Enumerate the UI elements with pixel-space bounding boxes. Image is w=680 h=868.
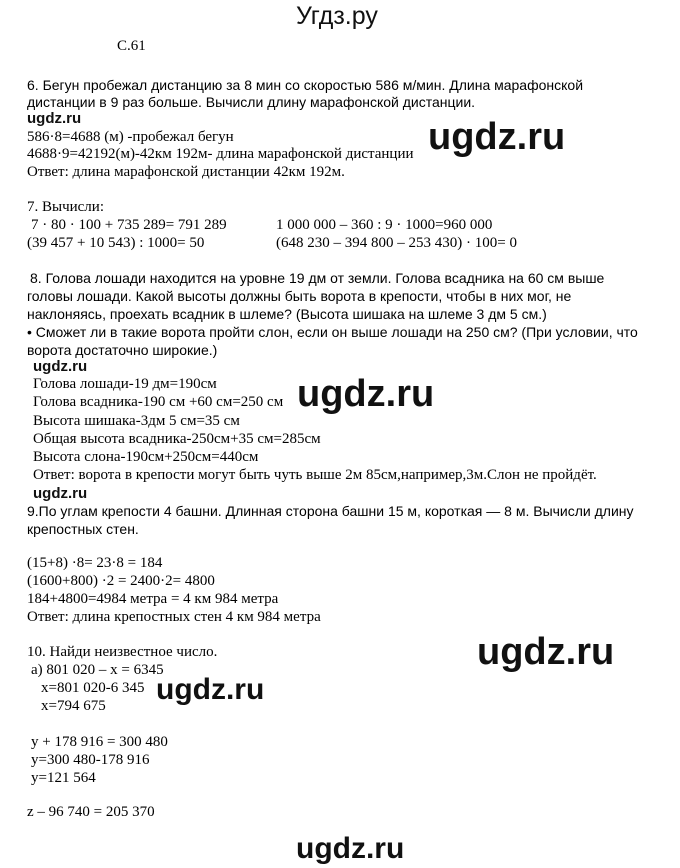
task8-solution-line4: Общая высота всадника-250см+35 см=285см [33,431,321,447]
task9-line2: крепостных стен. [27,521,139,537]
task10-title: 10. Найди неизвестное число. [27,644,218,660]
watermark: ugdz.ru [27,110,82,127]
watermark: ugdz.ru [296,832,405,865]
task8-line5: ворота достаточно широкие.) [27,342,218,358]
task8-line1: 8. Голова лошади находится на уровне 19 дм от земли. Голова всадника на 60 см выше [30,270,605,286]
task8-solution-line3: Высота шишака-3дм 5 см=35 см [33,413,240,429]
task9-solution-line3: 184+4800=4984 метра = 4 км 984 метра [27,591,279,607]
watermark: ugdz.ru [477,631,615,673]
task6-answer: Ответ: длина марафонской дистанции 42км 192м. [27,164,345,180]
task10-a-step2: x=794 675 [41,698,106,714]
task10-a-equation: а) 801 020 – x = 6345 [31,662,164,678]
task8-line4: • Сможет ли в такие ворота пройти слон, если он выше лошади на 250 см? (При условии, что [27,324,638,340]
task8-line3: наклоняясь, проехать всадник в шлеме? (Высота шишака на шлеме 3 дм 5 см.) [27,306,547,322]
task8-line2: головы лошади. Какой высоты должны быть ворота в крепости, чтобы в них мог, не [27,288,572,304]
task9-answer: Ответ: длина крепостных стен 4 км 984 метра [27,609,321,625]
task6-solution-line1: 586·8=4688 (м) -пробежал бегун [27,129,234,145]
task7-right-expr2: (648 230 – 394 800 – 253 430) · 100= 0 [276,235,517,251]
task6-line2: дистанции в 9 раз больше. Вычисли длину марафонской дистанции. [27,94,476,110]
watermark: ugdz.ru [297,373,435,415]
task6-line1: 6. Бегун пробежал дистанцию за 8 мин со скоростью 586 м/мин. Длина марафонской [27,77,584,93]
task7-right-expr1: 1 000 000 – 360 : 9 · 1000=960 000 [276,217,493,233]
task8-solution-line1: Голова лошади-19 дм=190см [33,376,217,392]
watermark: ugdz.ru [33,485,88,502]
page-reference: С.61 [117,38,146,54]
watermark: ugdz.ru [428,116,566,158]
task8-solution-line2: Голова всадника-190 см +60 см=250 см [33,394,284,410]
task10-c-equation: z – 96 740 = 205 370 [27,804,155,820]
task7-title: 7. Вычисли: [27,199,104,215]
task9-line1: 9.По углам крепости 4 башни. Длинная сторона башни 15 м, короткая — 8 м. Вычисли длину [27,503,634,519]
task8-solution-line5: Высота слона-190см+250см=440см [33,449,259,465]
task10-b-step2: y=121 564 [31,770,96,786]
task8-answer: Ответ: ворота в крепости могут быть чуть выше 2м 85см,например,3м.Слон не пройдёт. [33,467,597,483]
watermark: ugdz.ru [156,673,265,706]
task10-b-equation: y + 178 916 = 300 480 [31,734,168,750]
task9-solution-line2: (1600+800) ·2 = 2400·2= 4800 [27,573,215,589]
task10-a-step1: x=801 020-6 345 [41,680,145,696]
task10-b-step1: y=300 480-178 916 [31,752,150,768]
task7-left-expr1: 7 · 80 · 100 + 735 289= 791 289 [31,217,227,233]
task6-solution-line2: 4688·9=42192(м)-42км 192м- длина марафонской дистанции [27,146,414,162]
watermark: ugdz.ru [33,358,88,375]
site-title: Угдз.ру [296,2,378,30]
task7-left-expr2: (39 457 + 10 543) : 1000= 50 [27,235,205,251]
task9-solution-line1: (15+8) ·8= 23·8 = 184 [27,555,163,571]
